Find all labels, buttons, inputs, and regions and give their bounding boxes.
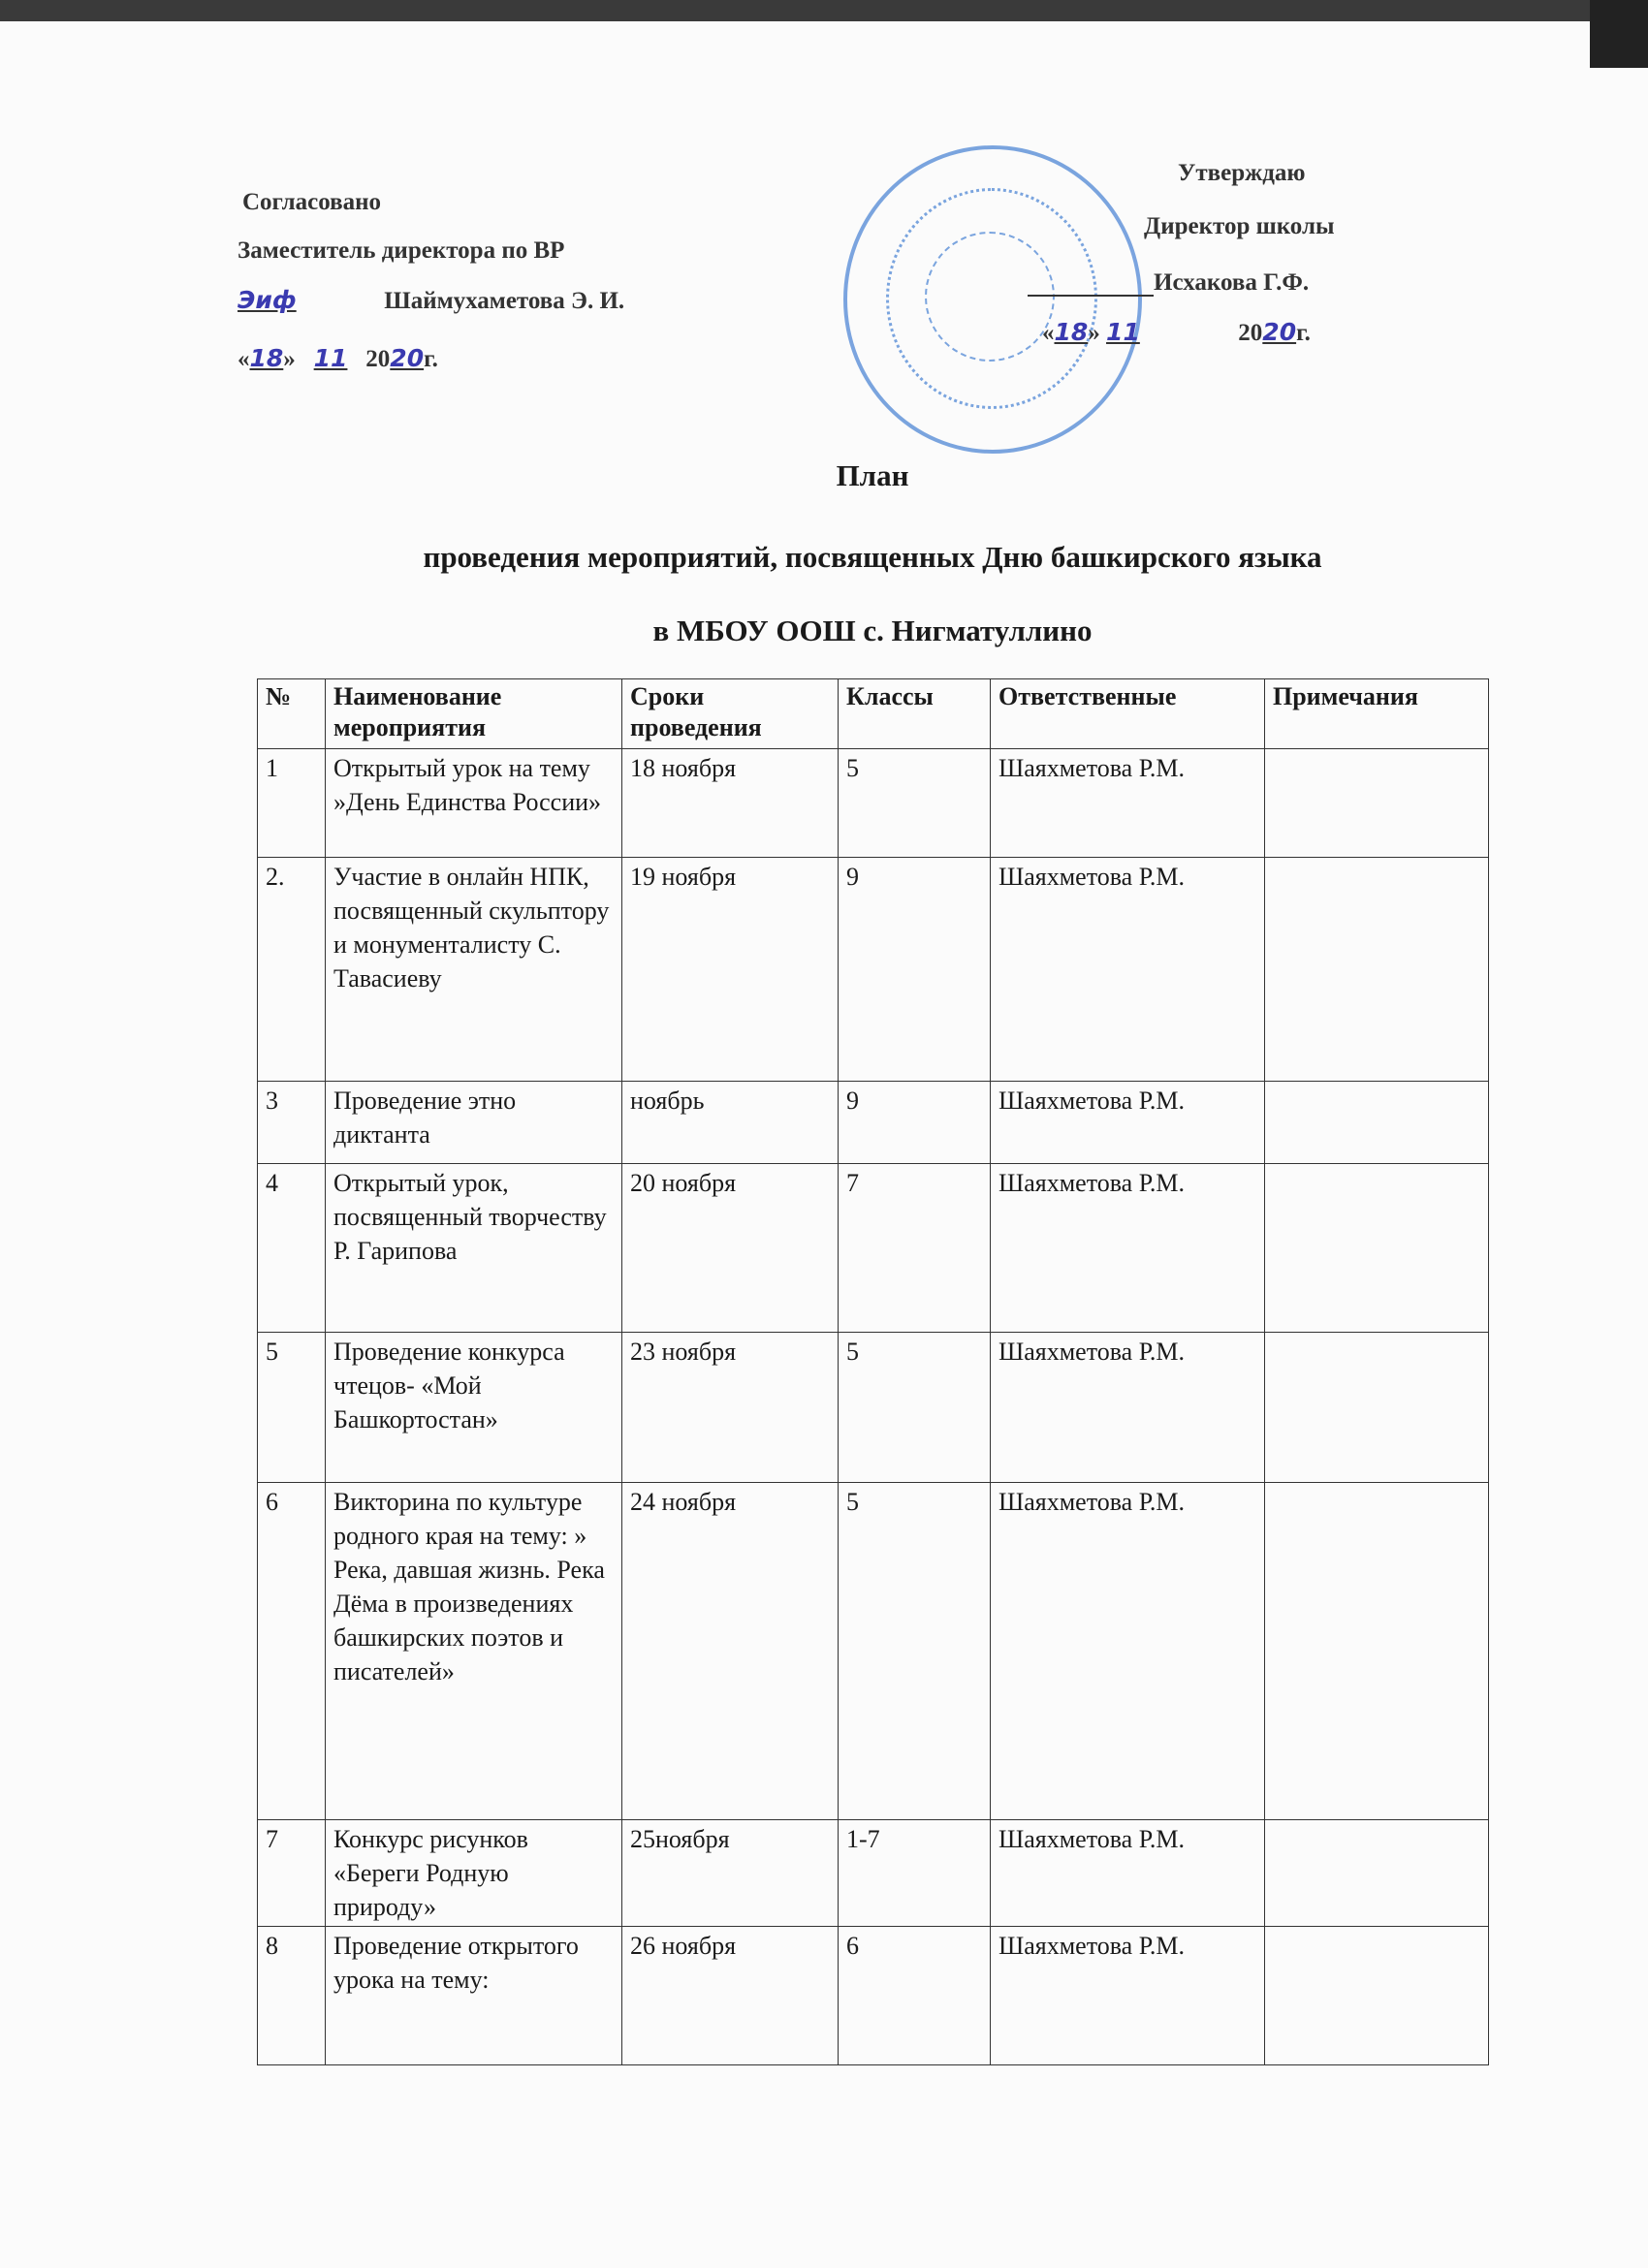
col-header-notes: Примечания [1265, 679, 1489, 749]
event-classes: 5 [839, 749, 991, 858]
agreed-date-month: 11 [313, 344, 348, 372]
event-notes [1265, 1483, 1489, 1820]
approve-position: Директор школы [1144, 213, 1335, 239]
event-name: Участие в онлайн НПК, посвященный скульптору и монументалисту С. Тавасиеву [326, 858, 622, 1082]
event-notes [1265, 1820, 1489, 1927]
scan-edge [0, 0, 1648, 21]
event-date: 23 ноября [622, 1333, 839, 1483]
event-name: Проведение этно диктанта [326, 1082, 622, 1164]
agreed-signature: Эиф [238, 286, 297, 314]
event-date: 24 ноября [622, 1483, 839, 1820]
event-notes [1265, 858, 1489, 1082]
event-name: Викторина по культуре родного края на тему: » Река, давшая жизнь. Река Дёма в произведениях башкирских поэтов и писателей» [326, 1483, 622, 1820]
event-date: 19 ноября [622, 858, 839, 1082]
agreed-date: «18» 11 2020г. [238, 344, 438, 372]
row-number: 1 [258, 749, 326, 858]
event-date: 25ноября [622, 1820, 839, 1927]
col-header-number: № [258, 679, 326, 749]
event-responsible: Шаяхметова Р.М. [991, 749, 1265, 858]
approve-year-suffix: 20 [1262, 318, 1297, 346]
col-header-responsible: Ответственные [991, 679, 1265, 749]
scan-edge-corner [1590, 0, 1648, 68]
event-date: ноябрь [622, 1082, 839, 1164]
table-row [258, 1820, 1489, 1927]
agreed-heading: Согласовано [242, 189, 382, 215]
table-row [258, 1483, 1489, 1820]
event-classes: 5 [839, 1483, 991, 1820]
doc-school: в МБОУ ООШ с. Нигматуллино [652, 614, 1093, 647]
event-notes [1265, 1333, 1489, 1483]
agreed-position: Заместитель директора по ВР [238, 237, 565, 264]
approve-date-day: 18 [1054, 318, 1089, 346]
stamp-emblem [925, 232, 1055, 362]
event-notes [1265, 1927, 1489, 2065]
event-classes: 9 [839, 1082, 991, 1164]
events-table [257, 678, 1489, 2065]
event-responsible: Шаяхметова Р.М. [991, 1927, 1265, 2065]
approve-heading: Утверждаю [1178, 160, 1306, 186]
agreed-date-day: 18 [249, 344, 284, 372]
table-row [258, 749, 1489, 858]
table-row [258, 858, 1489, 1082]
event-responsible: Шаяхметова Р.М. [991, 1820, 1265, 1927]
event-responsible: Шаяхметова Р.М. [991, 858, 1265, 1082]
table-row [258, 1164, 1489, 1333]
row-number: 6 [258, 1483, 326, 1820]
table-row [258, 1082, 1489, 1164]
approve-date-end: г. [1296, 320, 1311, 346]
agreed-name: Шаймухаметова Э. И. [384, 288, 625, 314]
col-header-classes: Классы [839, 679, 991, 749]
event-responsible: Шаяхметова Р.М. [991, 1082, 1265, 1164]
event-classes: 1-7 [839, 1820, 991, 1927]
event-classes: 7 [839, 1164, 991, 1333]
event-responsible: Шаяхметова Р.М. [991, 1483, 1265, 1820]
event-name: Проведение открытого урока на тему: [326, 1927, 622, 2065]
approve-signature-line [1028, 269, 1309, 297]
agreed-date-end: г. [424, 346, 438, 372]
row-number: 5 [258, 1333, 326, 1483]
event-name: Конкурс рисунков «Береги Родную природу» [326, 1820, 622, 1927]
table-header-row [258, 679, 1489, 749]
event-classes: 9 [839, 858, 991, 1082]
event-notes [1265, 1082, 1489, 1164]
approve-name: Исхакова Г.Ф. [1154, 269, 1310, 296]
event-classes: 5 [839, 1333, 991, 1483]
row-number: 7 [258, 1820, 326, 1927]
event-name: Открытый урок, посвященный творчеству Р. Гарипова [326, 1164, 622, 1333]
doc-subtitle: проведения мероприятий, посвященных Дню башкирского языка [423, 540, 1322, 574]
table-row [258, 1333, 1489, 1483]
event-date: 26 ноября [622, 1927, 839, 2065]
event-name: Проведение конкурса чтецов- «Мой Башкортостан» [326, 1333, 622, 1483]
event-name: Открытый урок на тему »День Единства России» [326, 749, 622, 858]
col-header-name: Наименование мероприятия [326, 679, 622, 749]
agreed-year-prefix: 20 [365, 346, 391, 372]
row-number: 4 [258, 1164, 326, 1333]
row-number: 3 [258, 1082, 326, 1164]
doc-title: План [836, 458, 909, 492]
event-notes [1265, 749, 1489, 858]
event-notes [1265, 1164, 1489, 1333]
event-date: 20 ноября [622, 1164, 839, 1333]
event-responsible: Шаяхметова Р.М. [991, 1333, 1265, 1483]
event-classes: 6 [839, 1927, 991, 2065]
agreed-year-suffix: 20 [390, 344, 425, 372]
agreed-signature-line [238, 286, 624, 315]
row-number: 8 [258, 1927, 326, 2065]
approve-year-prefix: 20 [1238, 320, 1263, 346]
row-number: 2. [258, 858, 326, 1082]
table-row [258, 1927, 1489, 2065]
col-header-date: Сроки проведения [622, 679, 839, 749]
approve-date: «18» 11 2020г. [1042, 318, 1311, 346]
event-responsible: Шаяхметова Р.М. [991, 1164, 1265, 1333]
approve-date-month: 11 [1106, 318, 1140, 346]
event-date: 18 ноября [622, 749, 839, 858]
school-stamp [843, 145, 1142, 454]
